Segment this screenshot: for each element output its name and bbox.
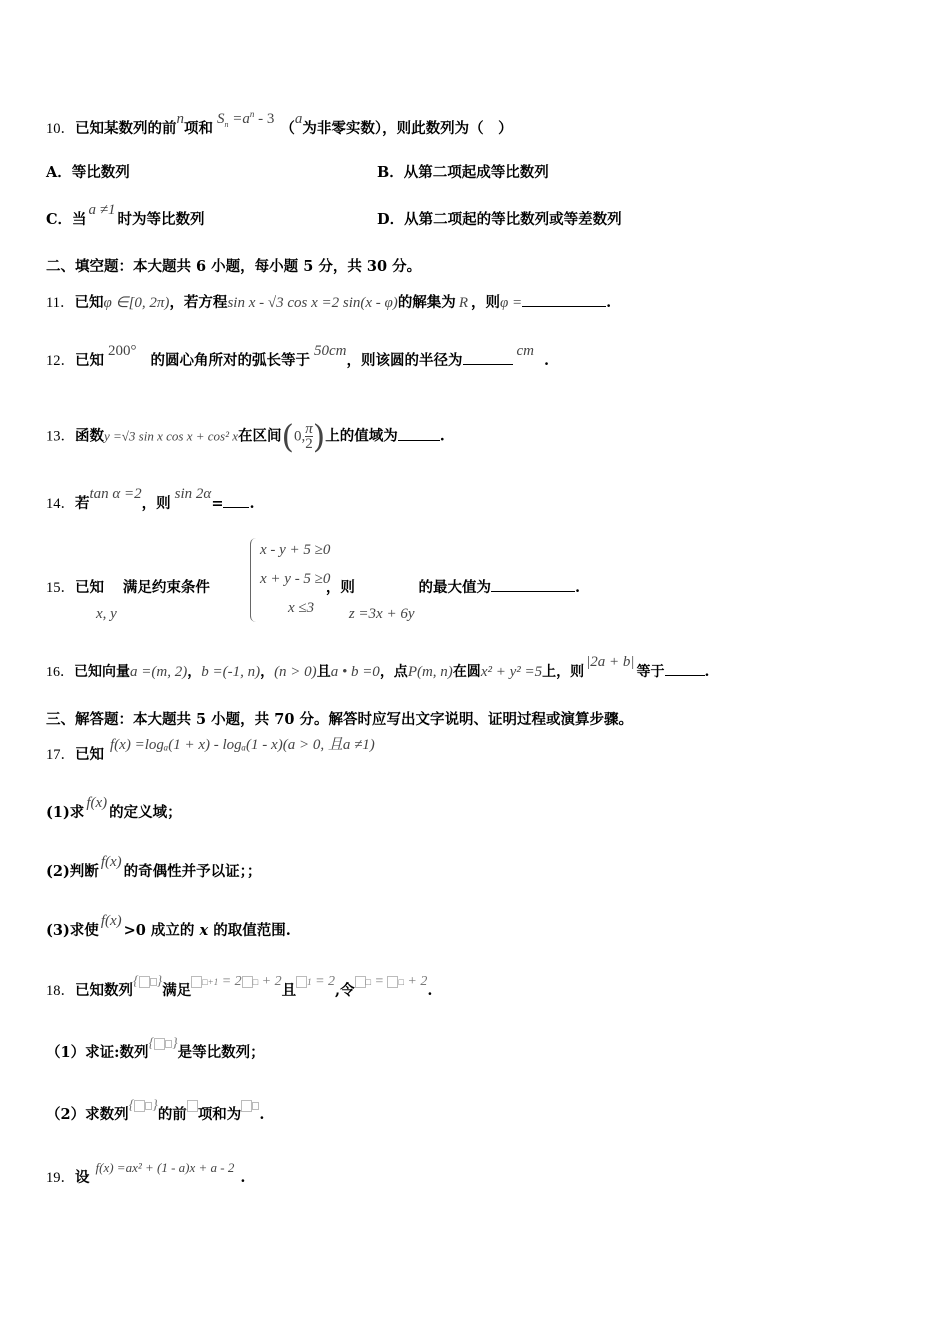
question-number: 12． [46, 353, 75, 369]
math: b =(-1, n) [201, 664, 261, 680]
math: 0, [293, 428, 306, 445]
question-18-part-1: （1）求证:数列{ }是等比数列； [46, 1036, 265, 1061]
math: tan α =2 [89, 486, 142, 502]
text: >0 成立的 [123, 922, 200, 939]
text: . [240, 1169, 246, 1186]
question-number: 15． [46, 580, 75, 596]
text: 已知 [75, 746, 104, 763]
math: π [305, 421, 313, 437]
constraint-1: x - y + 5 ≥0 [260, 542, 331, 558]
missing-glyph [145, 1102, 152, 1110]
missing-glyph [187, 1100, 198, 1112]
text: 项和为 [197, 1106, 242, 1123]
missing-glyph [191, 976, 202, 988]
math: 50cm [314, 343, 347, 359]
question-17-part-3 [46, 913, 291, 941]
text: 若 [75, 495, 90, 512]
question-10 [46, 109, 513, 145]
text: 函数 [75, 427, 104, 445]
math: x² + y² =5 [480, 664, 543, 680]
question-17 [46, 737, 375, 765]
math: n [176, 110, 184, 127]
math: = [374, 974, 384, 989]
math: R [458, 295, 468, 311]
question-18: 18．已知数列{ }满足 □+1 = 2 □ + 2且 1 = 2,令 □ = □ + 2. [46, 974, 433, 999]
section-title-solutions: 三、解答题：本大题共 5 小题，共 70 分。解答时应写出文字说明、证明过程或演算步骤。 [46, 711, 633, 728]
math: - 3 [254, 110, 275, 127]
math: = 2 [315, 974, 336, 989]
math: + 2 [261, 974, 282, 989]
text: . [259, 1106, 265, 1123]
text: ，则 [141, 495, 171, 512]
section-title-fill-in: 二、填空题：本大题共 6 小题，每小题 5 分，共 30 分。 [46, 258, 422, 275]
math: a [294, 110, 303, 127]
text: 为非零实数），则此数列为（ ） [302, 119, 513, 137]
math: f(x) [86, 795, 108, 811]
math: a =(m, 2) [130, 664, 188, 680]
option-d: D．从第二项起的等比数列或等差数列 [377, 211, 622, 228]
option-b: B．从第二项起成等比数列 [377, 164, 549, 181]
math: + 2 [407, 974, 428, 989]
text: 等于 [636, 664, 665, 680]
math: f(x) [100, 854, 122, 870]
constraint-3: x ≤3 [288, 600, 315, 616]
missing-glyph [139, 976, 150, 988]
missing-glyph [241, 1100, 252, 1112]
text: 的定义域； [109, 804, 182, 821]
text: (1)求 [46, 804, 85, 821]
text: (3)求使 [46, 922, 99, 939]
text: 的取值范围. [208, 922, 291, 939]
text: . [574, 579, 581, 596]
math: n [249, 109, 255, 119]
text: 已知向量 [74, 664, 130, 680]
text: ，则 [470, 294, 500, 311]
text: = [211, 495, 224, 512]
text: 在区间 [238, 427, 282, 445]
math: sin 2α [174, 486, 212, 502]
text: （1）求证:数列 [46, 1044, 149, 1061]
text: （2）求数列 [46, 1106, 129, 1123]
question-19 [46, 1160, 246, 1188]
missing-glyph [296, 976, 307, 988]
text: ，若方程 [169, 294, 228, 311]
question-number: 19． [46, 1170, 75, 1186]
text: ，则 [325, 579, 355, 596]
text: 项和 [184, 119, 213, 137]
text: . [544, 352, 550, 369]
math: (n > 0) [274, 664, 317, 680]
math: x, y [96, 606, 117, 622]
math: S [217, 110, 225, 127]
missing-glyph [252, 1102, 259, 1110]
missing-glyph [242, 976, 253, 988]
text: 上的值域为 [325, 427, 398, 445]
text: 已知 [75, 352, 104, 369]
math: φ = [499, 295, 523, 311]
text: ，则该圆的半径为 [346, 352, 463, 369]
fraction [305, 422, 313, 451]
math: f(x) =logₐ(1 + x) - logₐ(1 - x)(a > 0, 且a ≠1) [110, 737, 375, 753]
missing-glyph [165, 1040, 172, 1048]
math: f(x) [100, 913, 122, 929]
missing-glyph [355, 976, 366, 988]
math: φ ∈[0, 2π) [103, 295, 170, 311]
math: n [224, 119, 229, 129]
text: . [606, 294, 612, 311]
text: ,令 [335, 982, 355, 999]
math: sin x - √3 cos x =2 sin(x - φ) [227, 295, 398, 311]
text: . [704, 664, 710, 680]
math: 2 [305, 436, 313, 452]
answer-blank[interactable] [665, 661, 705, 676]
text: 设 [75, 1169, 90, 1186]
question-number: 11． [46, 295, 75, 311]
question-number: 14． [46, 496, 75, 512]
text: 已知某数列的前 [75, 119, 177, 137]
text: ，点 [379, 664, 408, 680]
math: P(m, n) [407, 664, 453, 680]
text: 已知 [75, 579, 104, 596]
question-number: 18． [46, 983, 75, 999]
question-16 [46, 654, 710, 683]
text: 在圆 [452, 664, 481, 680]
math: |2a + b| [586, 654, 635, 670]
missing-glyph [134, 1100, 145, 1112]
missing-glyph [154, 1038, 165, 1050]
question-14 [46, 486, 255, 514]
missing-glyph [150, 978, 157, 986]
answer-blank[interactable] [463, 350, 513, 365]
text: . [439, 427, 445, 445]
text: ， [260, 664, 275, 680]
text: 且 [281, 982, 297, 999]
text: 是等比数列； [177, 1044, 265, 1061]
text: 满足约束条件 [122, 579, 210, 596]
math: a ≠1 [88, 202, 116, 218]
text: 的奇偶性并予以证；； [123, 863, 262, 880]
math: cm [516, 343, 534, 359]
text: 且 [316, 664, 331, 680]
option-c [46, 202, 205, 229]
text: (2)判断 [46, 863, 99, 880]
question-12 [46, 343, 550, 371]
math: y =√3 sin x cos x + cos² x [104, 428, 238, 444]
text: . [427, 982, 433, 999]
question-number: 10． [46, 120, 75, 137]
math: f(x) =ax² + (1 - a)x + a - 2 [95, 1160, 235, 1175]
text: . [249, 495, 255, 512]
question-13: 13．函数y =√3 sin x cos x + cos² x在区间(0, $\frac{\pi}{2}$ )上的值域为 . [46, 417, 445, 456]
answer-blank[interactable] [522, 292, 606, 307]
math: = 2 [221, 974, 242, 989]
text: 已知 [74, 294, 104, 311]
math: =a [228, 110, 250, 127]
question-17-part-2 [46, 854, 262, 882]
math: 200° [108, 343, 137, 359]
text: 的圆心角所对的弧长等于 [150, 352, 310, 369]
question-number: 13． [46, 428, 75, 445]
text: 时为等比数列 [117, 211, 205, 228]
question-17-part-1 [46, 795, 182, 823]
math: a • b =0 [330, 664, 380, 680]
answer-blank[interactable] [223, 493, 249, 508]
question-number: 17． [46, 747, 75, 763]
text: 的前 [157, 1106, 187, 1123]
option-a: A．等比数列 [46, 164, 130, 181]
math: z =3x + 6y [348, 606, 415, 622]
text: ， [187, 664, 202, 680]
question-number: 16． [46, 665, 74, 680]
system-brace [250, 538, 257, 622]
question-18-part-2: （2）求数列{ }的前 项和为 . [46, 1098, 265, 1123]
answer-blank[interactable] [398, 426, 440, 441]
text: （ [280, 119, 295, 137]
text: 的解集为 [397, 294, 456, 311]
text: 上，则 [542, 664, 585, 680]
text: C．当 [46, 211, 87, 228]
question-11 [46, 292, 611, 313]
text: 已知数列 [75, 982, 133, 999]
constraint-2: x + y - 5 ≥0 [260, 571, 331, 587]
text: 的最大值为 [418, 579, 491, 596]
math: x [199, 922, 209, 939]
text: 满足 [162, 982, 192, 999]
answer-blank[interactable] [491, 577, 575, 592]
missing-glyph [387, 976, 398, 988]
